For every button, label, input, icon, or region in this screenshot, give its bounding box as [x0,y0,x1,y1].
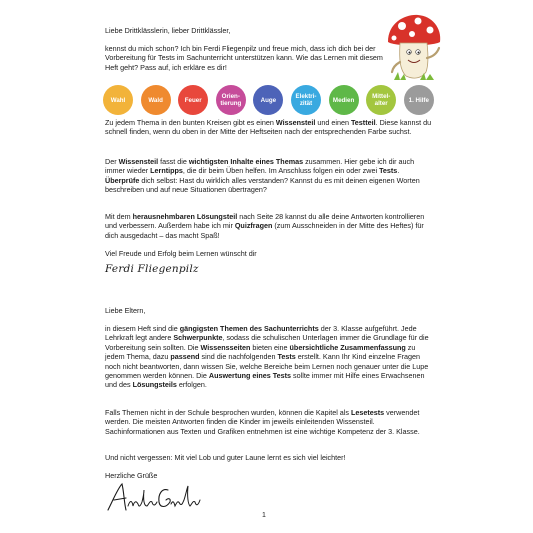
handwritten-signature [104,480,204,514]
paragraph-parents-main: in diesem Heft sind die gängigsten Themen des Sachunterrichts der 3. Klasse aufgeführt. Jede Lehrkraft legt andere Schwerpunkte, sodass die schulischen Unterlagen immer die Grundlage für die Vorbereitung sein sollten. Die Wissensseiten bieten eine übersichtliche Zusammenfassung zu jedem Thema, dazu passend sind die nachfolgenden Tests erstellt. Kann Ihr Kind einzelne Fragen noch nicht beantworten, dann wissen Sie, welche Bereiche beim Lernen noch genauer unter die Lupe genommen werden können. Die Auswertung eines Tests sollte immer mit Hilfe eines Erwachsenen und des Lösungsteils erfolgen. [105,324,429,390]
intro-paragraph: kennst du mich schon? Ich bin Ferdi Fliegenpilz und freue mich, dass ich dich bei der Vorbereitung für Tests im Sachunterricht unterstützen kann. Wie das Lernen mit diesem Heft geht? Pass auf, ich erkläre es dir! [105,44,383,72]
signature-ferdi: Ferdi Fliegenpilz [105,263,199,275]
topic-circles [103,85,433,115]
topic-circle: Mittel-alter [366,85,396,115]
topic-circle: 1. Hilfe [404,85,434,115]
greeting-kids: Liebe Drittklässlerin, lieber Drittklässler, [105,26,231,35]
topic-circle: Auge [253,85,283,115]
topic-circle: Feuer [178,85,208,115]
topic-circle: Medien [329,85,359,115]
topic-circle: Orien-tierung [216,85,246,115]
topic-circle: Wald [141,85,171,115]
paragraph-lesetests: Falls Themen nicht in der Schule besprochen wurden, können die Kapitel als Lesetests verwendet werden. Die meisten Antworten finden die Kinder im jeweils einleitenden Wissensteil. Sachinformationen aus Texten und Grafiken entnehmen ist eine wichtige Kompetenz der 3. Klasse. [105,408,420,436]
topic-circle: Elektri-zität [291,85,321,115]
paragraph-parts: Zu jedem Thema in den bunten Kreisen gibt es einen Wissensteil und einen Testteil. Diese kannst du schnell finden, wenn du oben in der Mitte der Heftseiten nach der entsprechenden Farbe suchst. [105,118,432,137]
greeting-parents: Liebe Eltern, [105,306,146,315]
topic-circle: Wahl [103,85,133,115]
paragraph-loesungsteil: Mit dem herausnehmbaren Lösungsteil nach Seite 28 kannst du alle deine Antworten kontrollieren und verbessern. Außerdem habe ich mir Quizfragen (zum Ausschneiden in der Mitte des Heftes) für dich ausgedacht – das macht Spaß! [105,212,425,240]
page-number: 1 [262,512,266,519]
closing-parents: Herzliche Grüße [105,471,158,480]
paragraph-lob: Und nicht vergessen: Mit viel Lob und guter Laune lernt es sich viel leichter! [105,453,346,462]
paragraph-wissensteil: Der Wissensteil fasst die wichtigsten Inhalte eines Themas zusammen. Hier gebe ich dir auch immer wieder Lerntipps, die dir beim Üben helfen. Im Anschluss folgen ein oder zwei Tests. Überprüfe dich selbst: Hast du wirklich alles verstanden? Kannst du es mit deinen eigenen Worten beschreiben und auf neue Situationen übertragen? [105,157,420,195]
closing-kids: Viel Freude und Erfolg beim Lernen wünscht dir [105,249,257,258]
